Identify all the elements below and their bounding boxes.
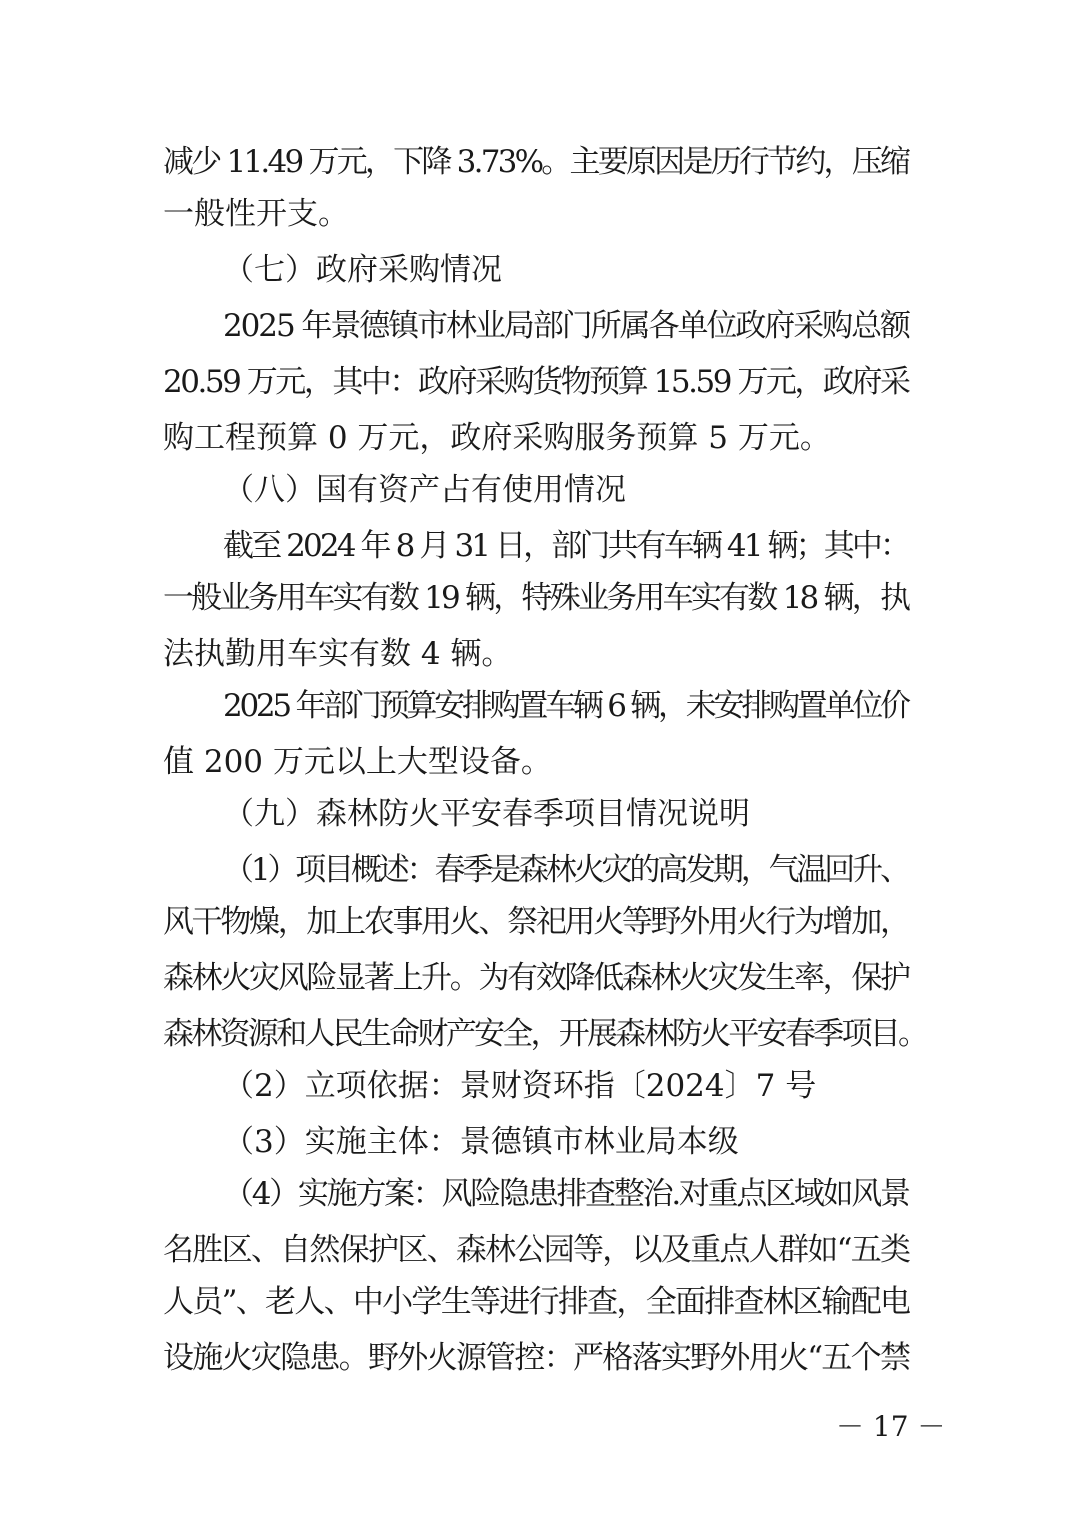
text-line: 森林资源和人民生命财产安全，开展森林防火平安春季项目。 (163, 1016, 927, 1052)
text-line: 一般业务用车实有数 19 辆，特殊业务用车实有数 18 辆，执 (163, 580, 909, 616)
text-line: 2025 年部门预算安排购置车辆 6 辆，未安排购置单位价 (223, 688, 908, 724)
text-line: 减少 11.49 万元，下降 3.73%。主要原因是历行节约，压缩 (163, 144, 909, 180)
text-line: 值 200 万元以上大型设备。 (163, 744, 552, 780)
text-line: 截至 2024 年 8 月 31 日，部门共有车辆 41 辆；其中： (223, 528, 909, 564)
text-line: 2025 年景德镇市林业局部门所属各单位政府采购总额 (223, 308, 909, 344)
text-line: 一般性开支。 (163, 196, 349, 232)
page-number: － 17 － (836, 1410, 946, 1443)
section-heading-8: （八）国有资产占有使用情况 (223, 472, 626, 508)
text-line: 名胜区、自然保护区、森林公园等，以及重点人群如“五类 (163, 1232, 910, 1268)
text-line: 设施火灾隐患。野外火源管控：严格落实野外用火“五个禁 (163, 1340, 910, 1376)
text-line: 法执勤用车实有数 4 辆。 (163, 636, 513, 672)
section-heading-9: （九）森林防火平安春季项目情况说明 (223, 796, 750, 832)
section-heading-7: （七）政府采购情况 (223, 252, 502, 288)
text-line: （3）实施主体：景德镇市林业局本级 (223, 1124, 739, 1160)
text-line: 购工程预算 0 万元，政府采购服务预算 5 万元。 (163, 420, 831, 456)
text-line: 20.59 万元，其中：政府采购货物预算 15.59 万元，政府采 (163, 364, 909, 400)
text-line: 人员”、老人、中小学生等进行排查，全面排查林区输配电 (163, 1284, 910, 1320)
text-line: （1）项目概述：春季是森林火灾的高发期，气温回升、 (223, 852, 908, 888)
text-line: （2）立项依据：景财资环指〔2024〕7 号 (223, 1068, 817, 1104)
text-line: 风干物燥，加上农事用火、祭祀用火等野外用火行为增加， (163, 904, 909, 940)
text-line: 森林火灾风险显著上升。为有效降低森林火灾发生率，保护 (163, 960, 909, 996)
text-line: （4）实施方案：风险隐患排查整治.对重点区域如风景 (223, 1176, 909, 1212)
